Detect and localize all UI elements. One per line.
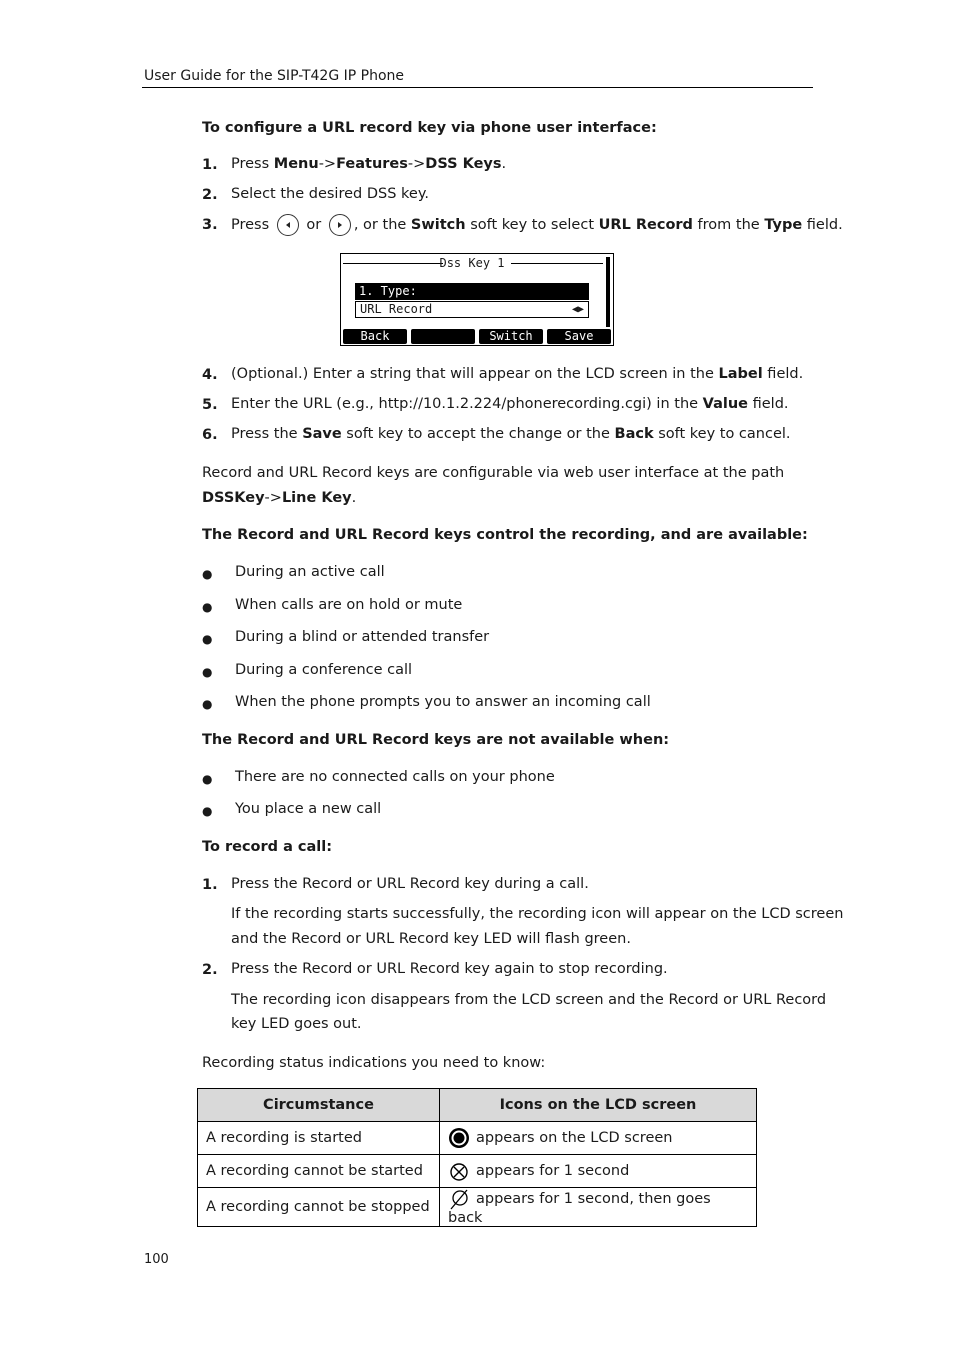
step-6-number: 6.	[202, 427, 218, 443]
record-started-icon	[448, 1127, 470, 1149]
lcd-left-right-arrows-icon: ◀▶	[571, 304, 584, 315]
features-term: Features	[336, 156, 408, 172]
available-item: During an active call	[235, 564, 385, 580]
lcd-softkey-back: Back	[343, 329, 407, 344]
back-term: Back	[614, 426, 654, 442]
step-2-number: 2.	[202, 187, 218, 203]
step-3-post: field.	[802, 217, 843, 233]
not-available-item: You place a new call	[235, 801, 382, 817]
label-term: Label	[718, 366, 763, 382]
status-intro: Recording status indications you need to know:	[202, 1055, 546, 1071]
step-6-mid: soft key to accept the change or the	[341, 426, 615, 442]
step-3-text	[231, 214, 843, 236]
step-3-pre: Press	[231, 217, 270, 233]
available-item: When calls are on hold or mute	[235, 597, 463, 613]
step-1-number: 1.	[202, 157, 218, 173]
not-available-heading: The Record and URL Record keys are not available when:	[202, 732, 670, 748]
icon-description: appears on the LCD screen	[476, 1130, 673, 1146]
right-navigation-key-icon	[329, 214, 351, 236]
configure-heading: To configure a URL record key via phone user interface:	[202, 120, 657, 136]
step-5-text	[231, 396, 789, 412]
step-2-text: Select the desired DSS key.	[231, 186, 429, 202]
step-1-post: .	[501, 156, 507, 172]
circumstance-cell: A recording cannot be started	[198, 1155, 440, 1188]
record-fail-stop-icon	[448, 1188, 470, 1210]
bullet-icon: ●	[202, 772, 213, 786]
dss-keys-term: DSS Keys	[425, 156, 502, 172]
bullet-icon: ●	[202, 600, 213, 614]
record-step-1-note-1: If the recording starts successfully, the recording icon will appear on the LCD screen	[231, 906, 844, 922]
arrow: ->	[407, 156, 426, 172]
or-word: or	[306, 217, 322, 233]
record-step-1-text: Press the Record or URL Record key during a call.	[231, 876, 589, 892]
step-3-mid2: soft key to select	[465, 217, 599, 233]
lcd-softkey-blank	[411, 329, 475, 344]
line-key-term: Line Key	[281, 490, 352, 506]
lcd-softkey-save: Save	[547, 329, 611, 344]
available-heading: The Record and URL Record keys control the recording, and are available:	[202, 527, 808, 543]
step-5-number: 5.	[202, 397, 218, 413]
running-header: User Guide for the SIP-T42G IP Phone	[144, 68, 405, 84]
step-5-post: field.	[748, 396, 789, 412]
step-3-mid: , or the	[353, 217, 411, 233]
bullet-icon: ●	[202, 632, 213, 646]
record-step-2-text: Press the Record or URL Record key again to stop recording.	[231, 961, 668, 977]
value-term: Value	[702, 396, 749, 412]
type-term: Type	[764, 217, 803, 233]
arrow: ->	[318, 156, 337, 172]
record-heading: To record a call:	[202, 839, 333, 855]
record-step-1-note-2: and the Record or URL Record key LED will flash green.	[231, 931, 631, 947]
lcd-softkey-switch: Switch	[479, 329, 543, 344]
icon-description: appears for 1 second	[476, 1163, 630, 1179]
record-step-1-number: 1.	[202, 877, 218, 893]
table-row	[198, 1155, 757, 1188]
page-number: 100	[144, 1252, 169, 1267]
lcd-screenshot	[340, 253, 614, 346]
dsskey-term: DSSKey	[202, 490, 265, 506]
icon-cell	[440, 1155, 757, 1188]
lcd-title: Dss Key 1	[439, 256, 505, 270]
table-row	[198, 1188, 757, 1227]
step-6-post: soft key to cancel.	[653, 426, 791, 442]
step-4-post: field.	[762, 366, 804, 382]
not-available-item: There are no connected calls on your phone	[235, 769, 555, 785]
step-1-text	[231, 156, 506, 172]
circumstance-cell: A recording is started	[198, 1122, 440, 1155]
bullet-icon: ●	[202, 697, 213, 711]
step-3-number: 3.	[202, 217, 218, 233]
lcd-scrollbar	[606, 257, 610, 327]
step-6-pre: Press the	[231, 426, 303, 442]
available-item: During a blind or attended transfer	[235, 629, 490, 645]
step-1-pre: Press	[231, 156, 274, 172]
icon-cell	[440, 1122, 757, 1155]
step-6-text	[231, 426, 791, 442]
step-3-mid3: from the	[692, 217, 765, 233]
menu-term: Menu	[273, 156, 319, 172]
left-navigation-key-icon	[277, 214, 299, 236]
web-note-line-2	[202, 488, 356, 508]
bullet-icon: ●	[202, 665, 213, 679]
record-step-2-number: 2.	[202, 962, 218, 978]
record-step-2-note-1: The recording icon disappears from the LCD screen and the Record or URL Record	[231, 992, 827, 1008]
table-row	[198, 1122, 757, 1155]
bullet-icon: ●	[202, 804, 213, 818]
url-record-term: URL Record	[598, 217, 693, 233]
lcd-value-text: URL Record	[360, 302, 433, 316]
column-header-icons: Icons on the LCD screen	[440, 1089, 757, 1122]
available-item: During a conference call	[235, 662, 413, 678]
bullet-icon: ●	[202, 567, 213, 581]
record-step-2-note-2: key LED goes out.	[231, 1016, 362, 1032]
web-note-post: .	[351, 490, 357, 506]
web-note-line-1: Record and URL Record keys are configurable via web user interface at the path	[202, 465, 785, 481]
available-item: When the phone prompts you to answer an incoming call	[235, 694, 651, 710]
step-4-text	[231, 366, 803, 382]
circumstance-cell: A recording cannot be stopped	[198, 1188, 440, 1227]
arrow: ->	[264, 490, 282, 506]
column-header-circumstance: Circumstance	[198, 1089, 440, 1122]
record-fail-start-icon	[448, 1160, 470, 1182]
icon-cell	[440, 1188, 757, 1227]
recording-status-table	[197, 1088, 757, 1227]
lcd-value-row	[355, 301, 589, 318]
switch-term: Switch	[410, 217, 466, 233]
icon-description: appears for 1 second, then goes back	[448, 1191, 711, 1226]
step-4-pre: (Optional.) Enter a string that will appear on the LCD screen in the	[231, 366, 719, 382]
header-rule	[142, 87, 813, 88]
step-5-pre: Enter the URL (e.g., http://10.1.2.224/phonerecording.cgi) in the	[231, 396, 703, 412]
lcd-selected-row: 1. Type:	[355, 283, 589, 300]
save-term: Save	[302, 426, 342, 442]
table-header-row	[198, 1089, 757, 1122]
step-4-number: 4.	[202, 367, 218, 383]
